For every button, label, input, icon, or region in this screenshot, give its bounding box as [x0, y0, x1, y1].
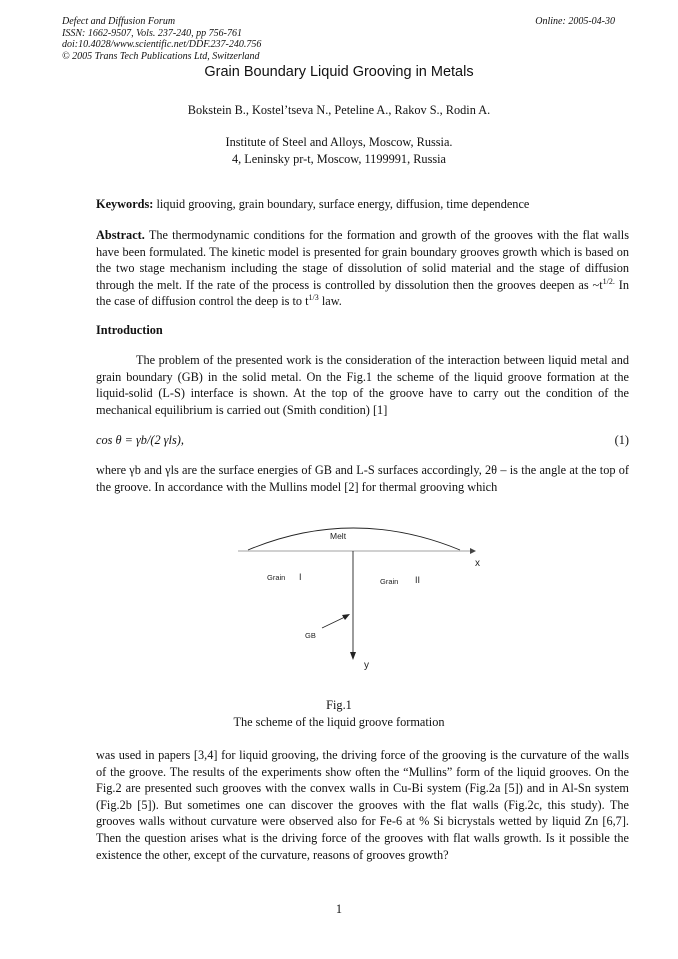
- author-list: Bokstein B., Kostel’tseva N., Peteline A., Rakov S., Rodin A.: [187, 103, 491, 117]
- grain-2-number: II: [415, 575, 421, 585]
- abstract-exponent-1: 1/2.: [602, 276, 615, 286]
- affiliation-line-1: Institute of Steel and Alloys, Moscow, Russia.: [225, 135, 453, 149]
- affiliation-line-2: 4, Leninsky pr-t, Moscow, 1199991, Russia: [231, 152, 447, 166]
- equation-number: (1): [614, 433, 629, 447]
- abstract-exponent-2: 1/3: [308, 293, 319, 303]
- grain-1-number: I: [299, 572, 302, 582]
- keywords-text: liquid grooving, grain boundary, surface energy, diffusion, time dependence: [153, 197, 530, 211]
- abstract: [96, 227, 629, 310]
- x-axis-arrowhead: [470, 548, 476, 554]
- abstract-text-2: In the case of diffusion control the deep is to t: [96, 277, 629, 309]
- x-axis-label: x: [475, 558, 480, 569]
- keywords-label: Keywords:: [96, 197, 154, 211]
- abstract-text-1: The thermodynamic conditions for the formation and growth of the grooves with the flat walls have been formulated. The kinetic model is presented for grain boundary grooves growth which is based on the two stage mechanism including the stage of dissolution of solid material and the stage of diffusion through the melt. If the rate of the process is controlled by dissolution then the grooves deepen as ~t: [96, 228, 629, 292]
- figure-caption-text: The scheme of the liquid groove formation: [233, 715, 445, 729]
- abstract-text-3: law.: [318, 294, 342, 309]
- grain-1-label: Grain: [267, 573, 286, 582]
- figure-1: [230, 518, 500, 678]
- keywords: [96, 196, 629, 213]
- gb-pointer-line: [322, 616, 347, 628]
- groove-scheme-diagram: [230, 518, 500, 678]
- paper-title: Grain Boundary Liquid Grooving in Metals: [204, 64, 474, 80]
- melt-label: Melt: [330, 531, 347, 541]
- publication-header: [62, 16, 261, 62]
- abstract-label: Abstract.: [96, 228, 145, 242]
- gb-pointer-arrowhead: [342, 614, 350, 620]
- issn-line: ISSN: 1662-9507, Vols. 237-240, pp 756-761: [62, 27, 242, 39]
- introduction-heading: Introduction: [96, 323, 163, 337]
- where-paragraph: where γb and γls are the surface energies of GB and L-S surfaces accordingly, 2θ – is the angle at the top of the groove. In accordance with the Mullins model [2] for thermal grooving which: [96, 463, 629, 494]
- melt-boundary-curve: [248, 528, 460, 550]
- online-date: Online: 2005-04-30: [535, 16, 615, 27]
- affiliation: [0, 134, 678, 168]
- figure-caption-title: Fig.1: [326, 698, 352, 712]
- journal-name: Defect and Diffusion Forum: [62, 16, 176, 27]
- equation-1: [96, 432, 629, 449]
- equation-body: cos θ = γb/(2 γls),: [96, 433, 184, 447]
- grain-2-label: Grain: [380, 577, 399, 586]
- copyright-line: © 2005 Trans Tech Publications Ltd, Switzerland: [62, 50, 260, 62]
- continuation-paragraph: was used in papers [3,4] for liquid grooving, the driving force of the grooving is the curvature of the walls of the groove. The results of the experiments show often the “Mullins” form of the liquid grooves. On the Fig.2 are presented such grooves with the convex walls in Cu-Bi system (Fig.2a [5]) and in Al-Sn system (Fig.2b [5]). But sometimes one can discover the grooves with the flat walls (Fig.2c, this study). The grooves walls without curvature were observed also for Fe-6 at % Si bicrystals wetted by liquid Zn [6,7]. Then the question arises what is the driving force of the grooves with flat walls growth. Is it possible the existence the other, except of the curvature, reasons of grooves growth?: [96, 748, 629, 862]
- figure-caption: [0, 697, 678, 731]
- gb-label: GB: [305, 631, 316, 640]
- y-axis-label: y: [364, 660, 369, 671]
- doi-line: doi:10.4028/www.scientific.net/DDF.237-240.756: [62, 39, 262, 50]
- y-axis-arrowhead: [350, 652, 356, 660]
- page-number: 1: [335, 902, 343, 916]
- introduction-paragraph: The problem of the presented work is the consideration of the interaction between liquid metal and grain boundary (GB) in the solid metal. On the Fig.1 the scheme of the liquid groove formation at the liquid-solid (L-S) interface is shown. At the top of the groove have to carry out the condition of the mechanical equilibrium is carried out (Smith condition) [1]: [96, 353, 629, 417]
